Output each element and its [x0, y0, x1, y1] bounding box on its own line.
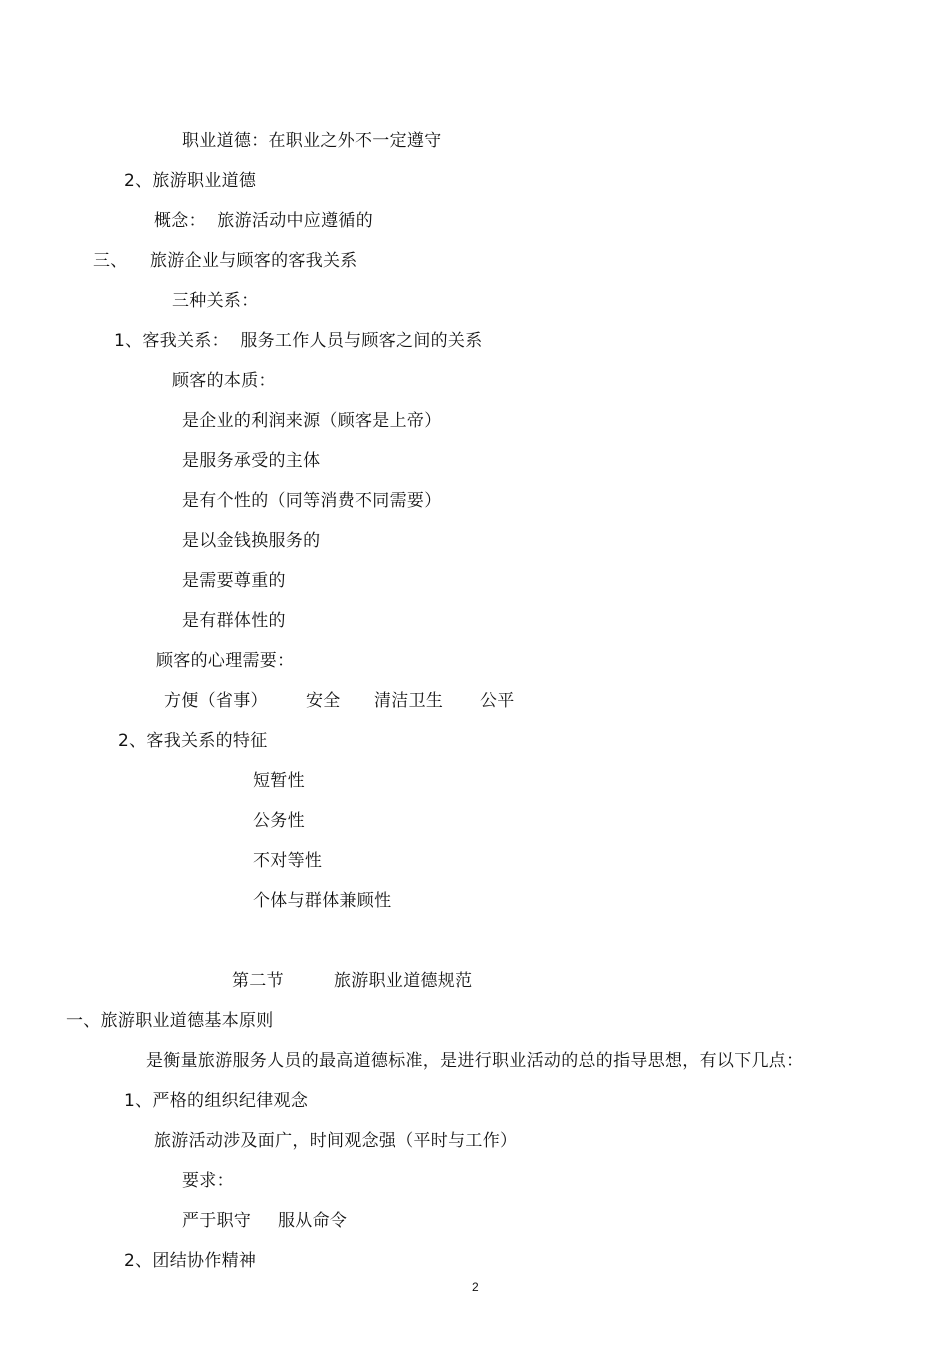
text-line: 职业道德：在职业之外不一定遵守 — [182, 131, 442, 151]
list-item: 是企业的利润来源（顾客是上帝） — [182, 411, 442, 431]
section-number: 三、 — [93, 251, 128, 271]
section-heading: 一、旅游职业道德基本原则 — [66, 1011, 274, 1031]
list-item: 严于职守 — [182, 1211, 252, 1231]
list-item: 公务性 — [253, 811, 305, 831]
list-item: 个体与群体兼顾性 — [253, 891, 392, 911]
text-line: 1、严格的组织纪律观念 — [124, 1091, 309, 1111]
text-line: 三种关系： — [172, 291, 259, 311]
text-line: 1、客我关系： 服务工作人员与顾客之间的关系 — [114, 331, 483, 351]
list-item: 是有群体性的 — [182, 611, 286, 631]
text-line: 要求： — [182, 1171, 234, 1191]
list-item: 是有个性的（同等消费不同需要） — [182, 491, 442, 511]
list-item: 服从命令 — [278, 1211, 348, 1231]
list-item: 是服务承受的主体 — [182, 451, 321, 471]
text-line: 概念： 旅游活动中应遵循的 — [154, 211, 374, 231]
text-line: 顾客的心理需要： — [156, 651, 295, 671]
list-item: 清洁卫生 — [374, 691, 444, 711]
section-heading: 旅游职业道德规范 — [334, 971, 473, 991]
list-item: 是以金钱换服务的 — [182, 531, 321, 551]
text-line: 旅游活动涉及面广，时间观念强（平时与工作） — [154, 1131, 518, 1151]
section-label: 第二节 — [232, 971, 284, 991]
list-item: 是需要尊重的 — [182, 571, 286, 591]
list-item: 安全 — [306, 691, 341, 711]
section-heading: 旅游企业与顾客的客我关系 — [150, 251, 358, 271]
list-item: 不对等性 — [253, 851, 323, 871]
text-line: 2、团结协作精神 — [124, 1251, 257, 1271]
list-item: 方便（省事） — [164, 691, 268, 711]
page-number: 2 — [472, 1280, 479, 1294]
paragraph: 是衡量旅游服务人员的最高道德标准，是进行职业活动的总的指导思想，有以下几点： — [146, 1051, 804, 1071]
text-line: 2、旅游职业道德 — [124, 171, 257, 191]
list-item: 短暂性 — [253, 771, 305, 791]
text-line: 2、客我关系的特征 — [118, 731, 268, 751]
text-line: 顾客的本质： — [172, 371, 276, 391]
list-item: 公平 — [480, 691, 515, 711]
